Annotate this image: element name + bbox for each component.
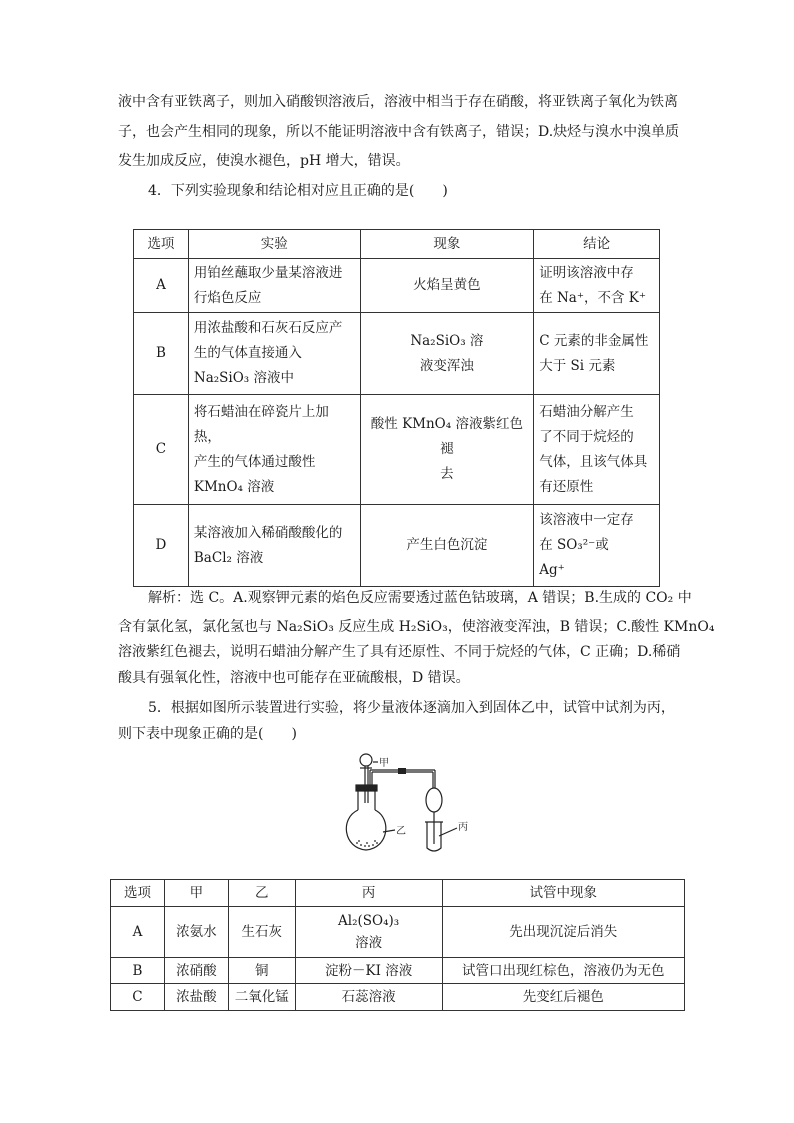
phenomenon-cell: 产生白色沉淀 — [360, 505, 534, 587]
table-row-a — [134, 259, 660, 313]
cell-line: 在 SO₃²⁻或 — [539, 537, 609, 553]
cell-line: 酸性 KMnO₄ 溶液紫红色褪 — [370, 416, 523, 457]
table-row-c — [134, 395, 660, 505]
intro-line-1: 液中含有亚铁离子，则加入硝酸钡溶液后，溶液中相当于存在硝酸，将亚铁离子氧化为铁离 — [118, 94, 678, 110]
cell-line: 有还原性 — [539, 478, 594, 495]
option-label: D — [134, 505, 189, 587]
label-yi: 乙 — [396, 826, 406, 837]
question-4-stem: 4．下列实验现象和结论相对应且正确的是( ) — [148, 183, 448, 199]
cell-line: 某溶液加入稀硝酸酸化的 — [193, 524, 343, 541]
header-experiment: 实验 — [188, 230, 360, 259]
jia-cell: 浓氨水 — [164, 907, 228, 958]
cell-line: 产生的气体通过酸性 — [193, 453, 316, 470]
yi-cell: 铜 — [228, 958, 295, 984]
header-bing: 丙 — [295, 880, 442, 907]
analysis-line-3: 溶液紫红色褪去，说明石蜡油分解产生了具有还原性、不同于烷烃的气体，C 正确；D.稀硝 — [118, 644, 681, 660]
cell-line: 将石蜡油在碎瓷片上加热， — [193, 403, 329, 445]
cell-line: BaCl₂ 溶液 — [193, 549, 264, 566]
jia-cell: 浓盐酸 — [164, 984, 228, 1011]
option-label: C — [134, 395, 189, 505]
phenomenon-cell — [360, 395, 534, 505]
cell-line: Na₂SiO₃ 溶液中 — [193, 370, 295, 386]
cell-line: 用铂丝蘸取少量某溶液进 — [193, 264, 343, 281]
table-row-c — [111, 984, 685, 1011]
header-yi: 乙 — [228, 880, 295, 907]
phenomenon-cell: 试管口出现红棕色，溶液仍为无色 — [442, 958, 685, 984]
experiment-cell — [188, 395, 360, 505]
cell-line: 该溶液中一定存 — [539, 512, 634, 528]
bing-cell: 石蕊溶液 — [295, 984, 442, 1011]
analysis-line-4: 酸具有强氧化性，溶液中也可能存在亚硫酸根，D 错误。 — [118, 670, 470, 686]
intro-line-3: 发生加成反应，使溴水褪色，pH 增大，错误。 — [118, 153, 410, 169]
cell-line: 石蜡油分解产生 — [539, 403, 634, 420]
table-row-b — [134, 313, 660, 395]
analysis-line-1: 解析：选 C。A.观察钾元素的焰色反应需要透过蓝色钴玻璃，A 错误；B.生成的 CO₂ 中 — [148, 590, 692, 606]
cell-line: 生的气体直接通入 — [193, 345, 302, 361]
cell-line: 用浓盐酸和石灰石反应产 — [193, 320, 343, 336]
experiment-cell — [188, 505, 360, 587]
phenomenon-cell: 先出现沉淀后消失 — [442, 907, 685, 958]
question-5-table — [110, 879, 685, 1011]
table-header-row — [134, 230, 660, 259]
bing-cell — [295, 907, 442, 958]
question-4-table — [133, 229, 660, 587]
analysis-line-2: 含有氯化氢，氯化氢也与 Na₂SiO₃ 反应生成 H₂SiO₃，使溶液变浑浊，B 错误；C.酸性 KMnO₄ — [118, 619, 715, 635]
conclusion-cell — [534, 505, 660, 587]
intro-line-2: 子，也会产生相同的现象，所以不能证明溶液中含有铁离子，错误；D.炔烃与溴水中溴单质 — [118, 124, 680, 140]
label-bing: 丙 — [458, 822, 468, 833]
option-label: B — [111, 958, 165, 984]
cell-line: 液变浑浊 — [419, 357, 474, 374]
phenomenon-cell: 火焰呈黄色 — [360, 259, 534, 313]
cell-line: 去 — [440, 466, 454, 482]
cell-line: 证明该溶液中存 — [539, 264, 634, 281]
cell-line: C 元素的非金属性 — [539, 332, 649, 349]
cell-line: KMnO₄ 溶液 — [193, 478, 275, 495]
option-label: B — [134, 313, 189, 395]
conclusion-cell — [534, 395, 660, 505]
table-row-d — [134, 505, 660, 587]
table-header-row — [111, 880, 685, 907]
header-phenomenon: 现象 — [360, 230, 534, 259]
option-label: A — [134, 259, 189, 313]
cell-line: Al₂(SO₄)₃ — [338, 913, 400, 929]
cell-line: 溶液 — [355, 935, 383, 951]
table-row-a — [111, 907, 685, 958]
cell-line: 气体，且该气体具 — [539, 453, 648, 470]
phenomenon-cell: 先变红后褪色 — [442, 984, 685, 1011]
cell-line: 了不同于烷烃的 — [539, 428, 634, 445]
conclusion-cell — [534, 313, 660, 395]
bing-cell: 淀粉－KI 溶液 — [295, 958, 442, 984]
table-row-b — [111, 958, 685, 984]
yi-cell: 二氧化锰 — [228, 984, 295, 1011]
option-label: A — [111, 907, 165, 958]
question-5-stem-2: 则下表中现象正确的是( ) — [118, 726, 297, 742]
cell-line: 行焰色反应 — [193, 289, 262, 306]
option-label: C — [111, 984, 165, 1011]
experiment-cell — [188, 259, 360, 313]
conclusion-cell — [534, 259, 660, 313]
cell-line: 在 Na⁺，不含 K⁺ — [539, 289, 646, 306]
label-jia: 甲 — [379, 758, 389, 769]
header-option: 选项 — [111, 880, 165, 907]
phenomenon-cell — [360, 313, 534, 395]
apparatus-diagram — [345, 748, 485, 858]
jia-cell: 浓硝酸 — [164, 958, 228, 984]
header-conclusion: 结论 — [534, 230, 660, 259]
cell-line: Ag⁺ — [539, 562, 565, 578]
question-5-stem-1: 5．根据如图所示装置进行实验，将少量液体逐滴加入到固体乙中，试管中试剂为丙， — [148, 700, 675, 716]
experiment-cell — [188, 313, 360, 395]
cell-line: Na₂SiO₃ 溶 — [410, 332, 484, 349]
header-phenomenon: 试管中现象 — [442, 880, 685, 907]
yi-cell: 生石灰 — [228, 907, 295, 958]
header-jia: 甲 — [164, 880, 228, 907]
cell-line: 大于 Si 元素 — [539, 357, 616, 374]
header-option: 选项 — [134, 230, 189, 259]
tube-clamp — [398, 768, 406, 774]
